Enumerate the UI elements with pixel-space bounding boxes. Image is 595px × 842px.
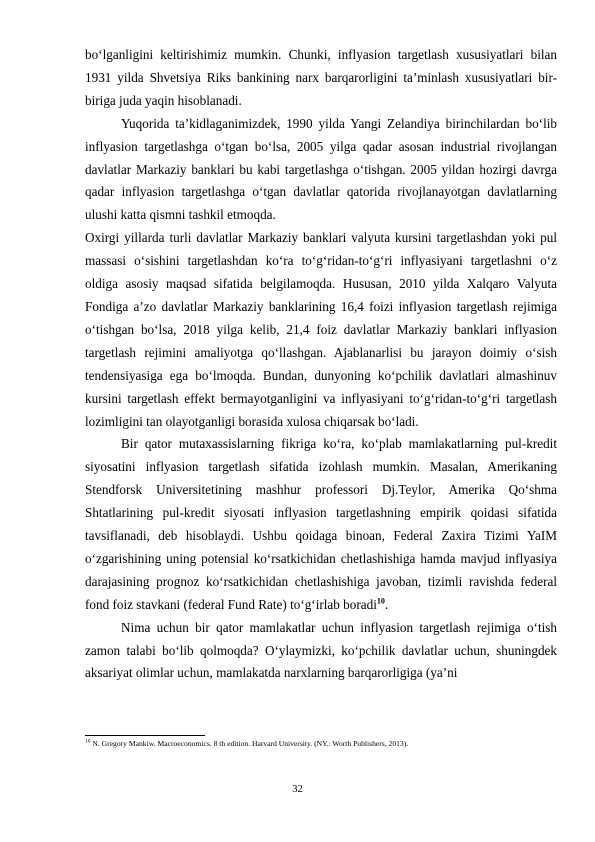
paragraph-2: Yuqorida ta’kidlaganimizdek, 1990 yilda Yangi Zelandiya birinchilardan bo‘lib inflyasion targetlashga o‘tgan bo‘lsa, 2005 yilga qadar asosan industrial rivojlangan davlatlar Markaziy banklari bu kabi targetlashga o‘tishgan. 2005 yildan hozirgi davrga qadar inflyasion targetlashga o‘tgan davlatlar qatorida rivojlanayotgan davlatlarning ulushi katta qismni tashkil etmoqda.	[85, 115, 557, 223]
footnote-divider	[85, 735, 205, 736]
page-body	[85, 44, 557, 685]
paragraph-4-tail: .	[384, 596, 389, 612]
footnote-reference[interactable]: 10	[376, 596, 385, 606]
footnote-text: N. Gregory Mankiw. Macroeconomics. 8 th edition. Harvard University. (NY.: Worth Publishers, 2013).	[90, 739, 409, 748]
page-number: 32	[292, 784, 303, 795]
paragraph-4-text: Bir qator mutaxassislarning fikriga ko‘ra, ko‘plab mamlakatlarning pul-kredit siyosatini inflyasion targetlash sifatida izohlash mumkin. Masalan, Amerikaning Stendforsk Universitetining mashhur professori Dj.Teylor, Amerika Qo‘shma Shtatlarining pul-kredit siyosati inflyasion targetlashning empirik qoidasi sifatida tavsiflanadi, deb hisoblaydi. Ushbu qoidaga binoan, Federal Zaxira Tizimi YaIM o‘zgarishining uning potensial ko‘rsatkichidan chetlashishiga hamda mavjud inflyasiya darajasining prognoz ko‘rsatkichidan chetlashishiga javoban, tizimli ravishda federal fond foiz stavkani (federal Fund Rate) to‘g‘irlab boradi	[85, 436, 557, 612]
footnote	[85, 739, 557, 749]
paragraph-3: Oxirgi yillarda turli davlatlar Markaziy banklari valyuta kursini targetlashdan yoki pul massasi o‘sishini targetlashdan ko‘ra to‘g‘ridan-to‘g‘ri inflyasiyani targetlashni o‘z oldiga asosiy maqsad sifatida belgilamoqda. Hususan, 2010 yilda Xalqaro Valyuta Fondiga a’zo davlatlar Markaziy banklarining 16,4 foizi inflyasion targetlash rejimiga o‘tishgan bo‘lsa, 2018 yilga kelib, 21,4 foiz davlatlar Markaziy banklari inflyasion targetlash rejimini amaliyotga qo‘llashgan. Ajablanarlisi bu jarayon doimiy o‘sish tendensiyasiga ega bo‘lmoqda. Bundan, dunyoning ko‘pchilik davlatlari almashinuv kursini targetlash effekt bermayotganligini va inflyasiyani to‘g‘ridan-to‘g‘ri targetlash lozimligini tan olayotganligi borasida xulosa chiqarsak bo‘ladi.	[85, 230, 557, 429]
paragraph-4	[85, 433, 557, 616]
paragraph-5: Nima uchun bir qator mamlakatlar uchun inflyasion targetlash rejimiga o‘tish zamon talabi bo‘lib qolmoqda? O‘ylaymizki, ko‘pchilik davlatlar uchun, shuningdek aksariyat olimlar uchun, mamlakatda narxlarning barqarorligiga (ya’ni	[85, 619, 557, 681]
footnote-number: 10	[85, 738, 91, 745]
paragraph-1: bo‘lganligini keltirishimiz mumkin. Chunki, inflyasion targetlash xususiyatlari bilan 1931 yilda Shvetsiya Riks bankining narx barqarorligini ta’minlash xususiyatlari bir-biriga juda yaqin hisoblanadi.	[85, 47, 557, 108]
